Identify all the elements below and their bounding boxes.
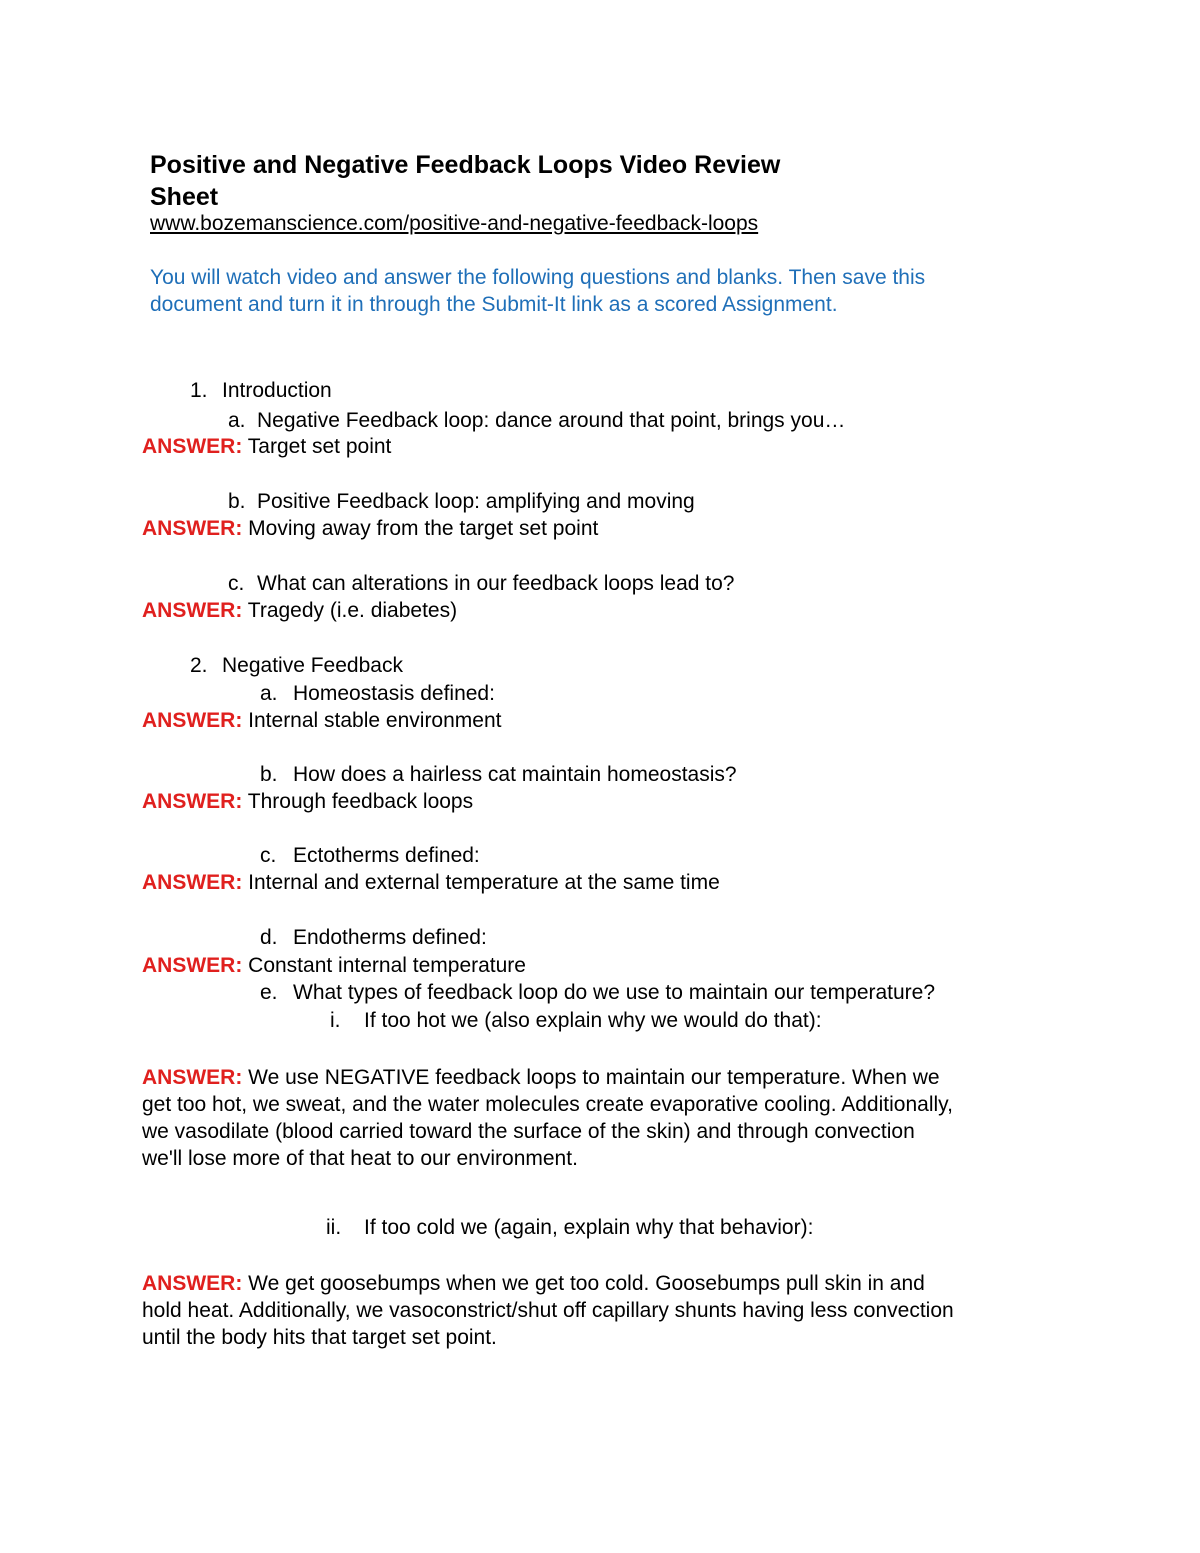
answer-text: Constant internal temperature — [242, 954, 526, 977]
item-1c-marker: c. — [228, 572, 245, 595]
answer-label: ANSWER: — [142, 1272, 243, 1295]
section-1-number: 1. — [190, 379, 208, 402]
section-1-title: Introduction — [222, 379, 332, 402]
item-2e-question: What types of feedback loop do we use to maintain our temperature? — [293, 981, 936, 1004]
answer-text: We use NEGATIVE feedback loops to maintain our temperature. When we — [242, 1066, 940, 1089]
answer-line: we'll lose more of that heat to our environment. — [142, 1147, 578, 1170]
section-2-title: Negative Feedback — [222, 654, 403, 677]
answer-label: ANSWER: — [142, 435, 243, 458]
item-2b-marker: b. — [260, 763, 278, 786]
answer-text: We get goosebumps when we get too cold. Goosebumps pull skin in and — [242, 1272, 925, 1295]
subitem-i-question: If too hot we (also explain why we would do that): — [364, 1009, 822, 1032]
answer-label: ANSWER: — [142, 709, 243, 732]
page-title-line-1: Positive and Negative Feedback Loops Video Review — [150, 151, 781, 179]
answer-label: ANSWER: — [142, 954, 243, 977]
item-1b-question: Positive Feedback loop: amplifying and moving — [257, 490, 695, 513]
item-2d-marker: d. — [260, 926, 278, 949]
item-2a-marker: a. — [260, 682, 278, 705]
answer-text: Moving away from the target set point — [242, 517, 599, 540]
instructions — [150, 264, 925, 318]
subitem-i-marker: i. — [330, 1009, 341, 1032]
item-2d-answer — [142, 953, 526, 979]
answer-label: ANSWER: — [142, 517, 243, 540]
answer-text: Internal and external temperature at the same time — [242, 871, 720, 894]
answer-text: Internal stable environment — [242, 709, 502, 732]
answer-text: Target set point — [242, 435, 392, 458]
answer-line: get too hot, we sweat, and the water molecules create evaporative cooling. Additionally, — [142, 1093, 953, 1116]
answer-label: ANSWER: — [142, 790, 243, 813]
answer-line — [142, 1064, 1072, 1091]
item-2e-marker: e. — [260, 981, 278, 1004]
item-2c-question: Ectotherms defined: — [293, 844, 480, 867]
subitem-i-answer — [142, 1064, 1072, 1172]
item-1c-question: What can alterations in our feedback loops lead to? — [257, 572, 735, 595]
answer-text: Through feedback loops — [242, 790, 474, 813]
item-2a-question: Homeostasis defined: — [293, 682, 495, 705]
page-title-line-2: Sheet — [150, 183, 219, 211]
answer-line: hold heat. Additionally, we vasoconstrict/shut off capillary shunts having less convection — [142, 1299, 954, 1322]
item-1a-question: Negative Feedback loop: dance around that point, brings you… — [257, 409, 846, 432]
item-1c-answer — [142, 598, 457, 624]
item-2a-answer — [142, 708, 501, 734]
instructions-line-1: You will watch video and answer the following questions and blanks. Then save this — [150, 266, 926, 289]
subitem-ii-answer — [142, 1270, 1072, 1351]
item-1a-answer — [142, 434, 391, 460]
answer-text: Tragedy (i.e. diabetes) — [242, 599, 458, 622]
answer-line — [142, 1270, 1072, 1297]
subitem-ii-marker: ii. — [326, 1216, 342, 1239]
item-2b-question: How does a hairless cat maintain homeostasis? — [293, 763, 737, 786]
answer-label: ANSWER: — [142, 1066, 243, 1089]
answer-line: we vasodilate (blood carried toward the surface of the skin) and through convection — [142, 1120, 915, 1143]
item-2c-marker: c. — [260, 844, 277, 867]
answer-line: until the body hits that target set point. — [142, 1326, 497, 1349]
answer-label: ANSWER: — [142, 871, 243, 894]
section-2-number: 2. — [190, 654, 208, 677]
item-2c-answer — [142, 870, 720, 896]
instructions-line-2: document and turn it in through the Submit-It link as a scored Assignment. — [150, 293, 838, 316]
item-1b-marker: b. — [228, 490, 246, 513]
item-1a-marker: a. — [228, 409, 246, 432]
item-1b-answer — [142, 516, 598, 542]
answer-label: ANSWER: — [142, 599, 243, 622]
item-2b-answer — [142, 789, 473, 815]
subitem-ii-question: If too cold we (again, explain why that behavior): — [364, 1216, 814, 1239]
source-url-link[interactable]: www.bozemanscience.com/positive-and-negative-feedback-loops — [150, 212, 759, 235]
item-2d-question: Endotherms defined: — [293, 926, 487, 949]
